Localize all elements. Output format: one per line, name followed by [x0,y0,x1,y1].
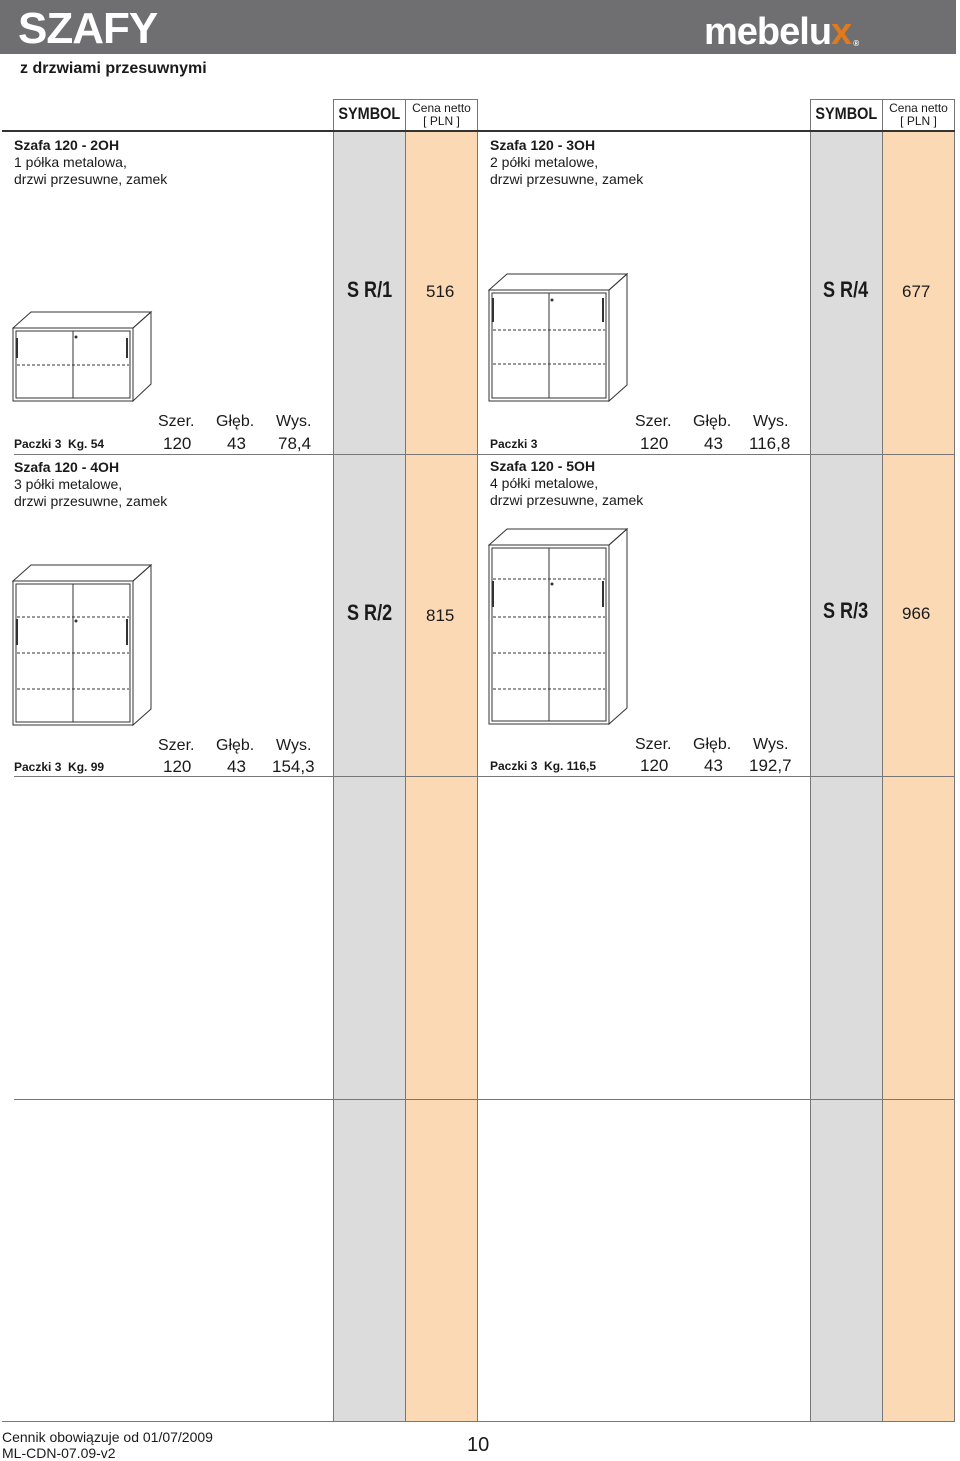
dim-width-label: Szer. [635,413,672,430]
dim-width-value: 120 [640,756,669,775]
cabinet-2oh-drawing [12,310,154,404]
dim-width-value: 120 [163,434,192,453]
product-price: 677 [902,282,931,301]
row-divider [14,776,955,777]
cabinet-5oh-drawing [488,527,630,727]
dim-depth-value: 43 [227,757,246,776]
dim-depth-label: Głęb. [216,737,255,754]
table-header-divider [2,130,955,132]
product-symbol: S R/2 [347,600,393,625]
price-header-label: Cena netto [889,101,948,115]
grid-line [882,99,883,1422]
dim-height-value: 78,4 [278,434,312,453]
product-price: 516 [426,282,455,301]
dim-height-label: Wys. [753,736,789,753]
page-title: SZAFY [18,4,158,53]
dim-height-value: 116,8 [749,434,791,453]
product-info [490,458,643,509]
product-symbol: S R/3 [823,598,869,623]
brand-logo [704,11,859,54]
dim-depth-label: Głęb. [216,413,255,430]
product-desc: 1 półka metalowa, [14,154,127,170]
row-divider [14,454,955,455]
grid-line [810,99,811,1422]
price-header-unit: [ PLN ] [900,114,937,128]
grid-line [333,99,478,100]
grid-line [405,99,406,1422]
grid-line [333,99,334,1422]
dim-depth-value: 43 [704,756,723,775]
product-desc: drzwi przesuwne, zamek [490,171,644,187]
logo-x: x [831,11,852,53]
dim-depth-value: 43 [227,434,246,453]
product-name: Szafa 120 - 2OH [14,137,120,153]
product-desc: 2 półki metalowe, [490,154,599,170]
logo-registered-mark: ® [853,39,859,48]
footer-doc-code: ML-CDN-07.09-v2 [2,1445,116,1461]
symbol-header-left: SYMBOL [338,104,401,123]
row-divider [2,1421,955,1422]
product-info [490,137,643,188]
package-info: Paczki 3 Kg. 116,5 [490,759,597,773]
product-name: Szafa 120 - 3OH [490,137,596,153]
price-header-label: Cena netto [412,101,471,115]
logo-text: mebelu [704,11,832,53]
dim-width-label: Szer. [158,413,195,430]
dim-width-value: 120 [640,434,669,453]
product-desc: drzwi przesuwne, zamek [14,171,168,187]
package-info: Paczki 3 Kg. 54 [14,437,105,451]
product-desc: 4 półki metalowe, [490,475,599,491]
product-desc: 3 półki metalowe, [14,476,123,492]
grid-line [954,99,955,1422]
grid-line [810,99,955,100]
dim-width-label: Szer. [635,736,672,753]
price-header-left [406,102,477,128]
dim-height-value: 192,7 [749,756,792,775]
dim-width-label: Szer. [158,737,195,754]
product-desc: drzwi przesuwne, zamek [14,493,168,509]
footer-validity: Cennik obowiązuje od 01/07/2009 [2,1429,213,1445]
price-header-right [883,102,954,128]
cabinet-3oh-drawing [488,272,630,404]
dim-height-label: Wys. [753,413,789,430]
dim-height-label: Wys. [276,737,312,754]
price-header-unit: [ PLN ] [423,114,460,128]
product-desc: drzwi przesuwne, zamek [490,492,644,508]
product-info [14,459,167,510]
package-info: Paczki 3 Kg. 99 [14,760,105,774]
product-price: 966 [902,604,931,623]
product-name: Szafa 120 - 5OH [490,458,596,474]
package-info: Paczki 3 [490,437,538,451]
product-name: Szafa 120 - 4OH [14,459,120,475]
page-number: 10 [467,1434,490,1456]
dim-height-label: Wys. [276,413,312,430]
row-divider [14,1099,955,1100]
dim-depth-value: 43 [704,434,723,453]
dim-depth-label: Głęb. [693,413,732,430]
product-info [14,137,167,188]
product-symbol: S R/1 [347,277,393,302]
cabinet-4oh-drawing [12,563,154,728]
dim-height-value: 154,3 [272,757,315,776]
grid-line [477,99,478,1422]
dim-depth-label: Głęb. [693,736,732,753]
product-price: 815 [426,606,455,625]
symbol-header-right: SYMBOL [815,104,878,123]
product-symbol: S R/4 [823,277,869,302]
dim-width-value: 120 [163,757,192,776]
page-subtitle: z drzwiami przesuwnymi [20,60,207,77]
